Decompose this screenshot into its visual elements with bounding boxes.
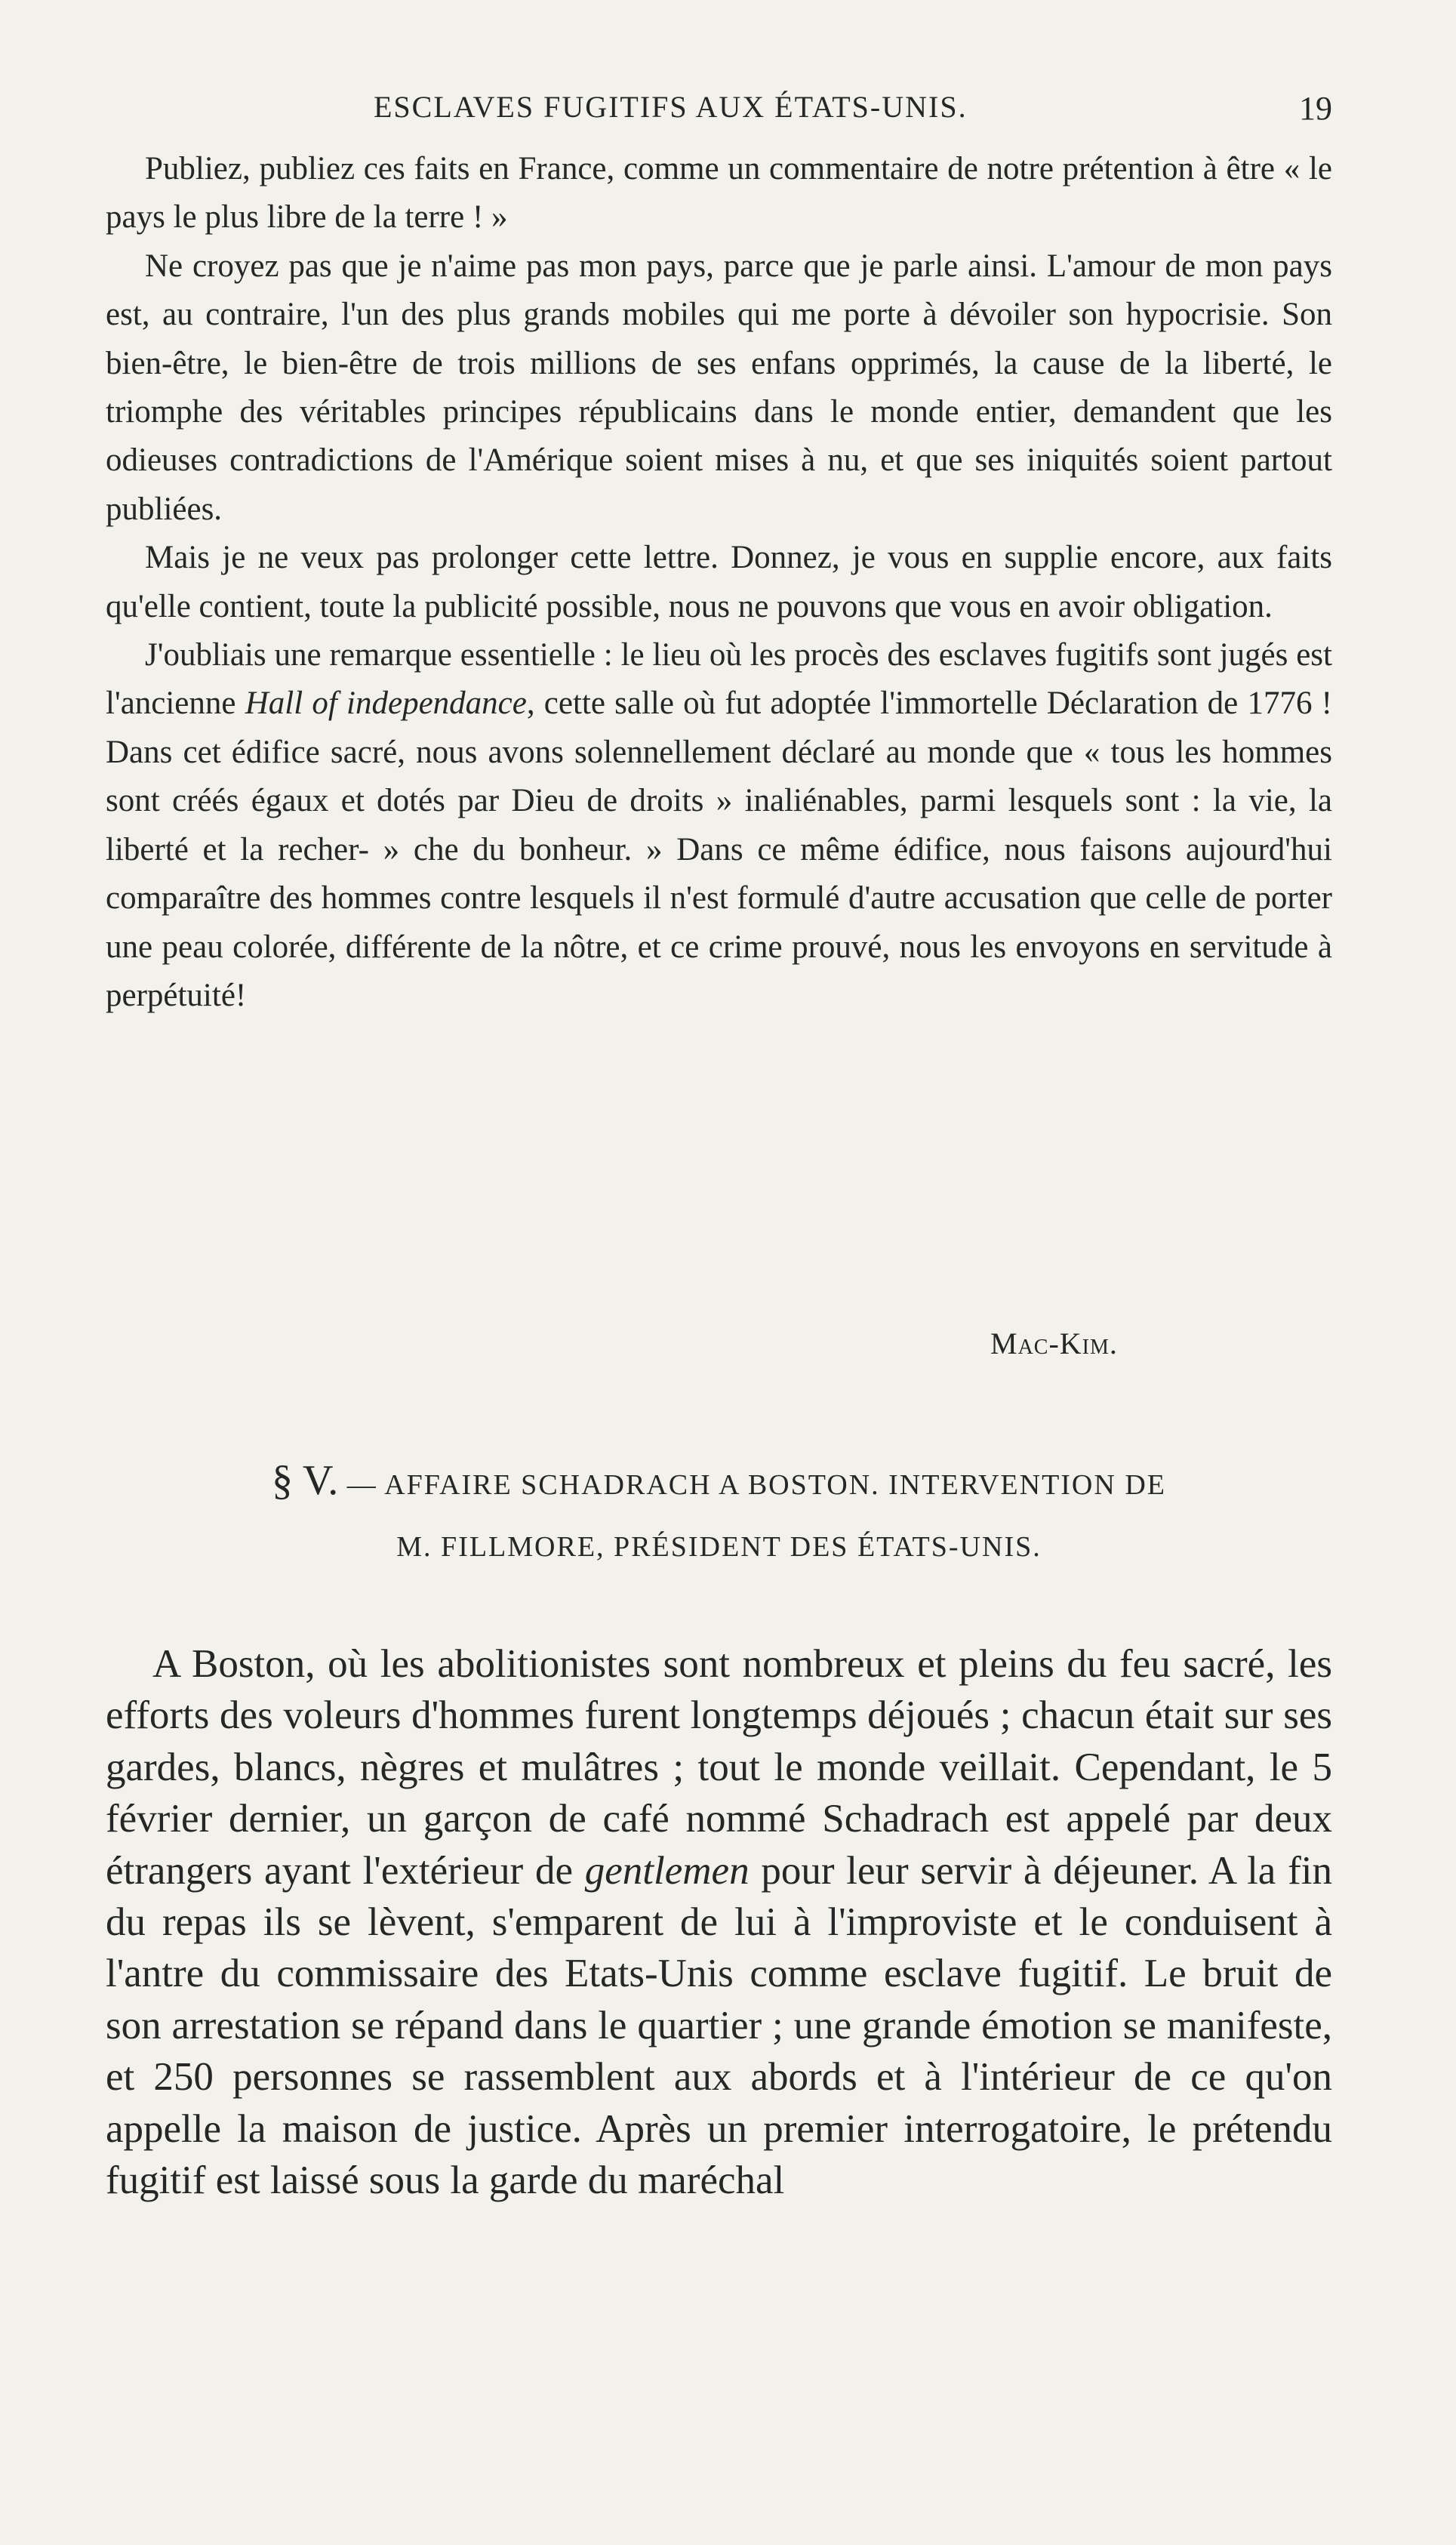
section-heading — [106, 1450, 1332, 1578]
signature: Mac-Kim. — [990, 1326, 1118, 1360]
section-heading-line-1 — [106, 1450, 1332, 1516]
paragraph: A Boston, où les abolitionistes sont nombreux et pleins du feu sacré, les efforts des voleurs d'hommes furent longtemps déjoués ; chacun était sur ses gardes, blancs, nègres et mulâtres ; tout le monde veillait. Cependant, le 5 février dernier, un garçon de café nommé Schadrach est appelé par deux étrangers ayant l'extérieur de gentlemen pour leur servir à déjeuner. A la fin du repas ils se lèvent, s'emparent de lui à l'improviste et le conduisent à l'antre du commissaire des Etats-Unis comme esclave fugitif. Le bruit de son arrestation se répand dans le quartier ; une grande émotion se manifeste, et 250 personnes se rassemblent aux abords et à l'intérieur de ce qu'on appelle la maison de justice. Après un premier interrogatoire, le prétendu fugitif est laissé sous la garde du maréchal — [106, 1642, 1332, 2203]
italic-term: Hall of independance — [245, 686, 527, 722]
section-title-2: M. FILLMORE, PRÉSIDENT DES ÉTATS-UNIS. — [396, 1531, 1042, 1563]
paragraph: J'oubliais une remarque essentielle : le lieu où les procès des esclaves fugitifs sont jugés est l'ancienne Hall of independance, cette salle où fut adoptée l'immortelle Déclaration de 1776 ! Dans cet édifice sacré, nous avons solennellement déclaré au monde que « tous les hommes sont créés égaux et dotés par Dieu de droits » inaliénables, parmi lesquels sont : la vie, la liberté et la recher- » che du bonheur. » Dans ce même édifice, nous faisons aujourd'hui comparaître des hommes contre lesquels il n'est formulé d'autre accusation que celle de porter une peau colorée, différente de la nôtre, et ce crime prouvé, nous les envoyons en servitude à perpétuité! — [106, 637, 1332, 1013]
italic-term: gentlemen — [584, 1848, 750, 1893]
main-text — [106, 1638, 1332, 2206]
running-title: ESCLAVES FUGITIFS AUX ÉTATS-UNIS. — [374, 90, 968, 124]
paragraph: Mais je ne veux pas prolonger cette lettre. Donnez, je vous en supplie encore, aux faits qu'elle contient, toute la publicité possible, nous ne pouvons que vous en avoir obligation. — [106, 540, 1332, 624]
letter-text — [106, 145, 1332, 1020]
running-head — [106, 89, 1332, 134]
paragraph: Ne croyez pas que je n'aime pas mon pays, parce que je parle ainsi. L'amour de mon pays est, au contraire, l'un des plus grands mobiles qui me porte à dévoiler son hypocrisie. Son bien-être, le bien-être de trois millions de ses enfans opprimés, la cause de la liberté, le triomphe des véritables principes républicains dans le monde entier, demandent que les odieuses contradictions de l'Amérique soient mises à nu, et que ses iniquités soient partout publiées. — [106, 248, 1332, 527]
section-mark: § V. — [272, 1457, 339, 1504]
page-number: 19 — [1299, 90, 1332, 127]
section-title-1: AFFAIRE SCHADRACH A BOSTON. INTERVENTION DE — [384, 1469, 1166, 1501]
section-dash: — — [346, 1469, 377, 1501]
paragraph: Publiez, publiez ces faits en France, comme un commentaire de notre prétention à être « le pays le plus libre de la terre ! » — [106, 151, 1332, 236]
